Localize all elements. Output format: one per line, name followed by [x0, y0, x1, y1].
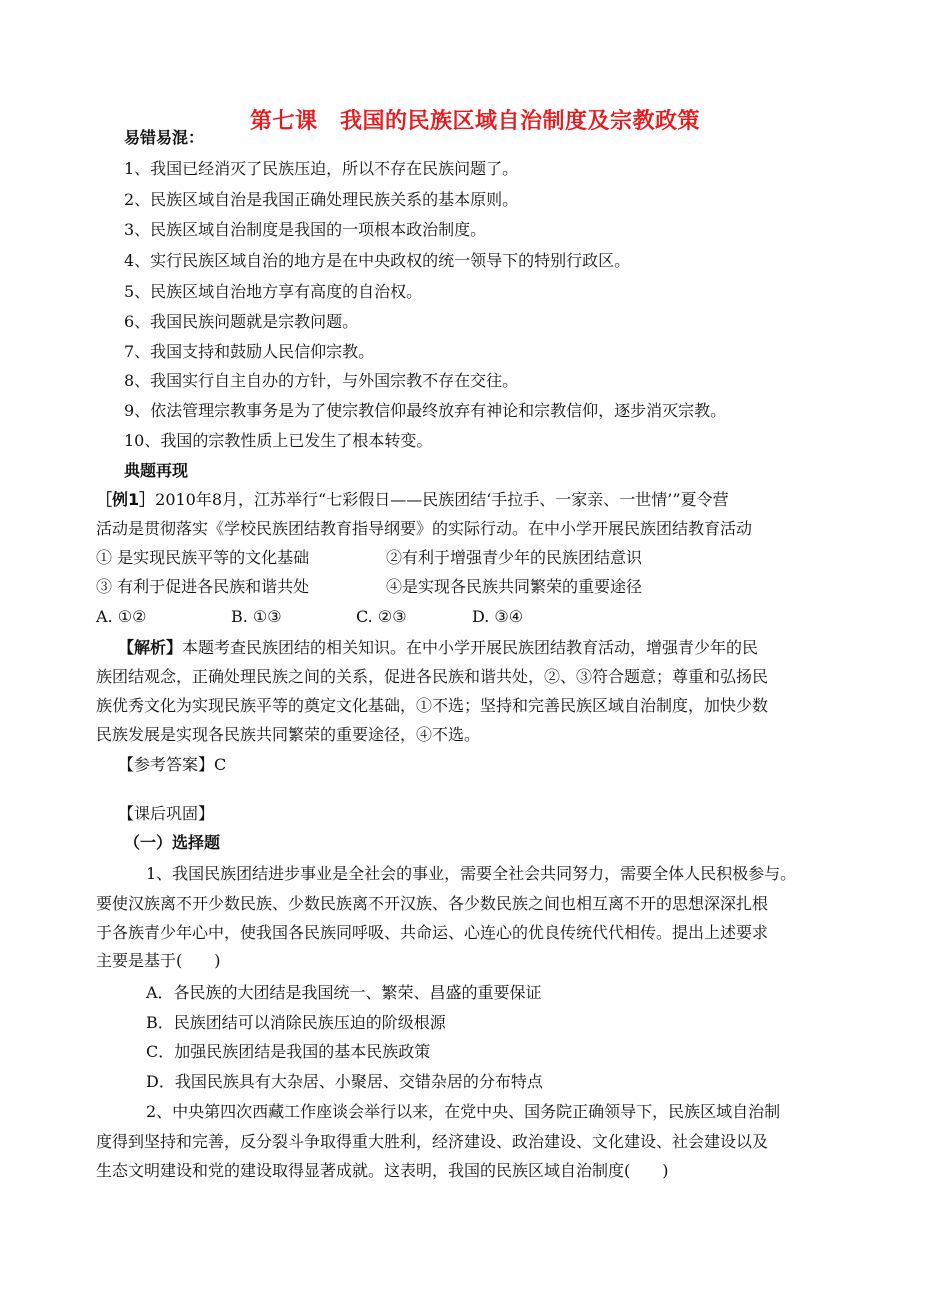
- q1-option-b: B．民族团结可以消除民族压迫的阶级根源: [146, 1013, 446, 1032]
- q1-line-4: 主要是基于( ): [96, 951, 221, 970]
- q2-line-2: 度得到坚持和完善，反分裂斗争取得重大胜利，经济建设、政治建设、文化建设、社会建设以及: [96, 1132, 769, 1151]
- example-heading: 典题再现: [124, 461, 189, 480]
- mistakes-heading: 易错易混：: [124, 128, 205, 147]
- statement-3: ③ 有利于促进各民族和谐共处: [96, 577, 310, 596]
- mistake-item: 8、我国实行自主自办的方针，与外国宗教不存在交往。: [124, 371, 519, 390]
- mistake-item: 9、依法管理宗教事务是为了使宗教信仰最终放弃有神论和宗教信仰，逐步消灭宗教。: [124, 401, 727, 420]
- mistake-item: 3、民族区域自治制度是我国的一项根本政治制度。: [124, 220, 487, 239]
- example-tag: ［例1］: [96, 490, 156, 509]
- statement-1: ① 是实现民族平等的文化基础: [96, 548, 310, 567]
- q1-option-d: D．我国民族具有大杂居、小聚居、交错杂居的分布特点: [146, 1072, 543, 1091]
- reference-answer: 【参考答案】C: [118, 755, 227, 774]
- example-line-2: 活动是贯彻落实《学校民族团结教育指导纲要》的实际行动。在中小学开展民族团结教育活动: [96, 519, 753, 538]
- option-a: A. ①②: [96, 607, 147, 626]
- q1-line-3: 于各族青少年心中，使我国各民族同呼吸、共命运、心连心的优良传统代代相传。提出上述要求: [96, 923, 769, 942]
- mistake-item: 7、我国支持和鼓励人民信仰宗教。: [124, 342, 375, 361]
- option-d: D. ③④: [472, 607, 524, 626]
- analysis-line-4: 民族发展是实现各民族共同繁荣的重要途径，④不选。: [96, 725, 481, 744]
- practice-heading: 【课后巩固】: [118, 804, 215, 823]
- analysis-line-2: 族团结观念，正确处理民族之间的关系，促进各民族和谐共处，②、③符合题意；尊重和弘扬民: [96, 667, 769, 686]
- q1-line-1: 1、我国民族团结进步事业是全社会的事业，需要全社会共同努力，需要全体人民积极参与。: [146, 864, 797, 883]
- section-heading: （一）选择题: [124, 833, 221, 852]
- mistake-item: 10、我国的宗教性质上已发生了根本转变。: [124, 431, 433, 450]
- statement-4: ④是实现各民族共同繁荣的重要途径: [386, 577, 643, 596]
- q1-option-a: A．各民族的大团结是我国统一、繁荣、昌盛的重要保证: [146, 983, 542, 1002]
- mistake-item: 5、民族区域自治地方享有高度的自治权。: [124, 282, 423, 301]
- example-text: 2010年8月，江苏举行“七彩假日——民族团结‘手拉手、一家亲、一世情’”夏令营: [155, 490, 729, 509]
- q1-line-2: 要使汉族离不开少数民族、少数民族离不开汉族、各少数民族之间也相互离不开的思想深深扎根: [96, 894, 769, 913]
- analysis-line-1: [118, 638, 758, 658]
- example-line-1: [96, 490, 729, 510]
- mistake-item: 1、我国已经消灭了民族压迫，所以不存在民族问题了。: [124, 159, 519, 178]
- lesson-title: 第七课 我国的民族区域自治制度及宗教政策: [249, 109, 700, 134]
- analysis-line-3: 族优秀文化为实现民族平等的奠定文化基础，①不选；坚持和完善民族区域自治制度，加快少数: [96, 696, 769, 715]
- analysis-tag: 【解析】: [118, 638, 183, 657]
- option-b: B. ①③: [231, 607, 282, 626]
- mistake-item: 6、我国民族问题就是宗教问题。: [124, 312, 359, 331]
- q2-line-1: 2、中央第四次西藏工作座谈会举行以来，在党中央、国务院正确领导下，民族区域自治制: [146, 1102, 781, 1121]
- statement-2: ②有利于增强青少年的民族团结意识: [386, 548, 643, 567]
- option-c: C. ②③: [356, 607, 407, 626]
- mistake-item: 2、民族区域自治是我国正确处理民族关系的基本原则。: [124, 190, 519, 209]
- q2-line-3: 生态文明建设和党的建设取得显著成就。这表明，我国的民族区域自治制度( ): [96, 1161, 669, 1180]
- mistake-item: 4、实行民族区域自治的地方是在中央政权的统一领导下的特别行政区。: [124, 251, 631, 270]
- q1-option-c: C．加强民族团结是我国的基本民族政策: [146, 1042, 431, 1061]
- analysis-text: 本题考查民族团结的相关知识。在中小学开展民族团结教育活动，增强青少年的民: [182, 638, 759, 657]
